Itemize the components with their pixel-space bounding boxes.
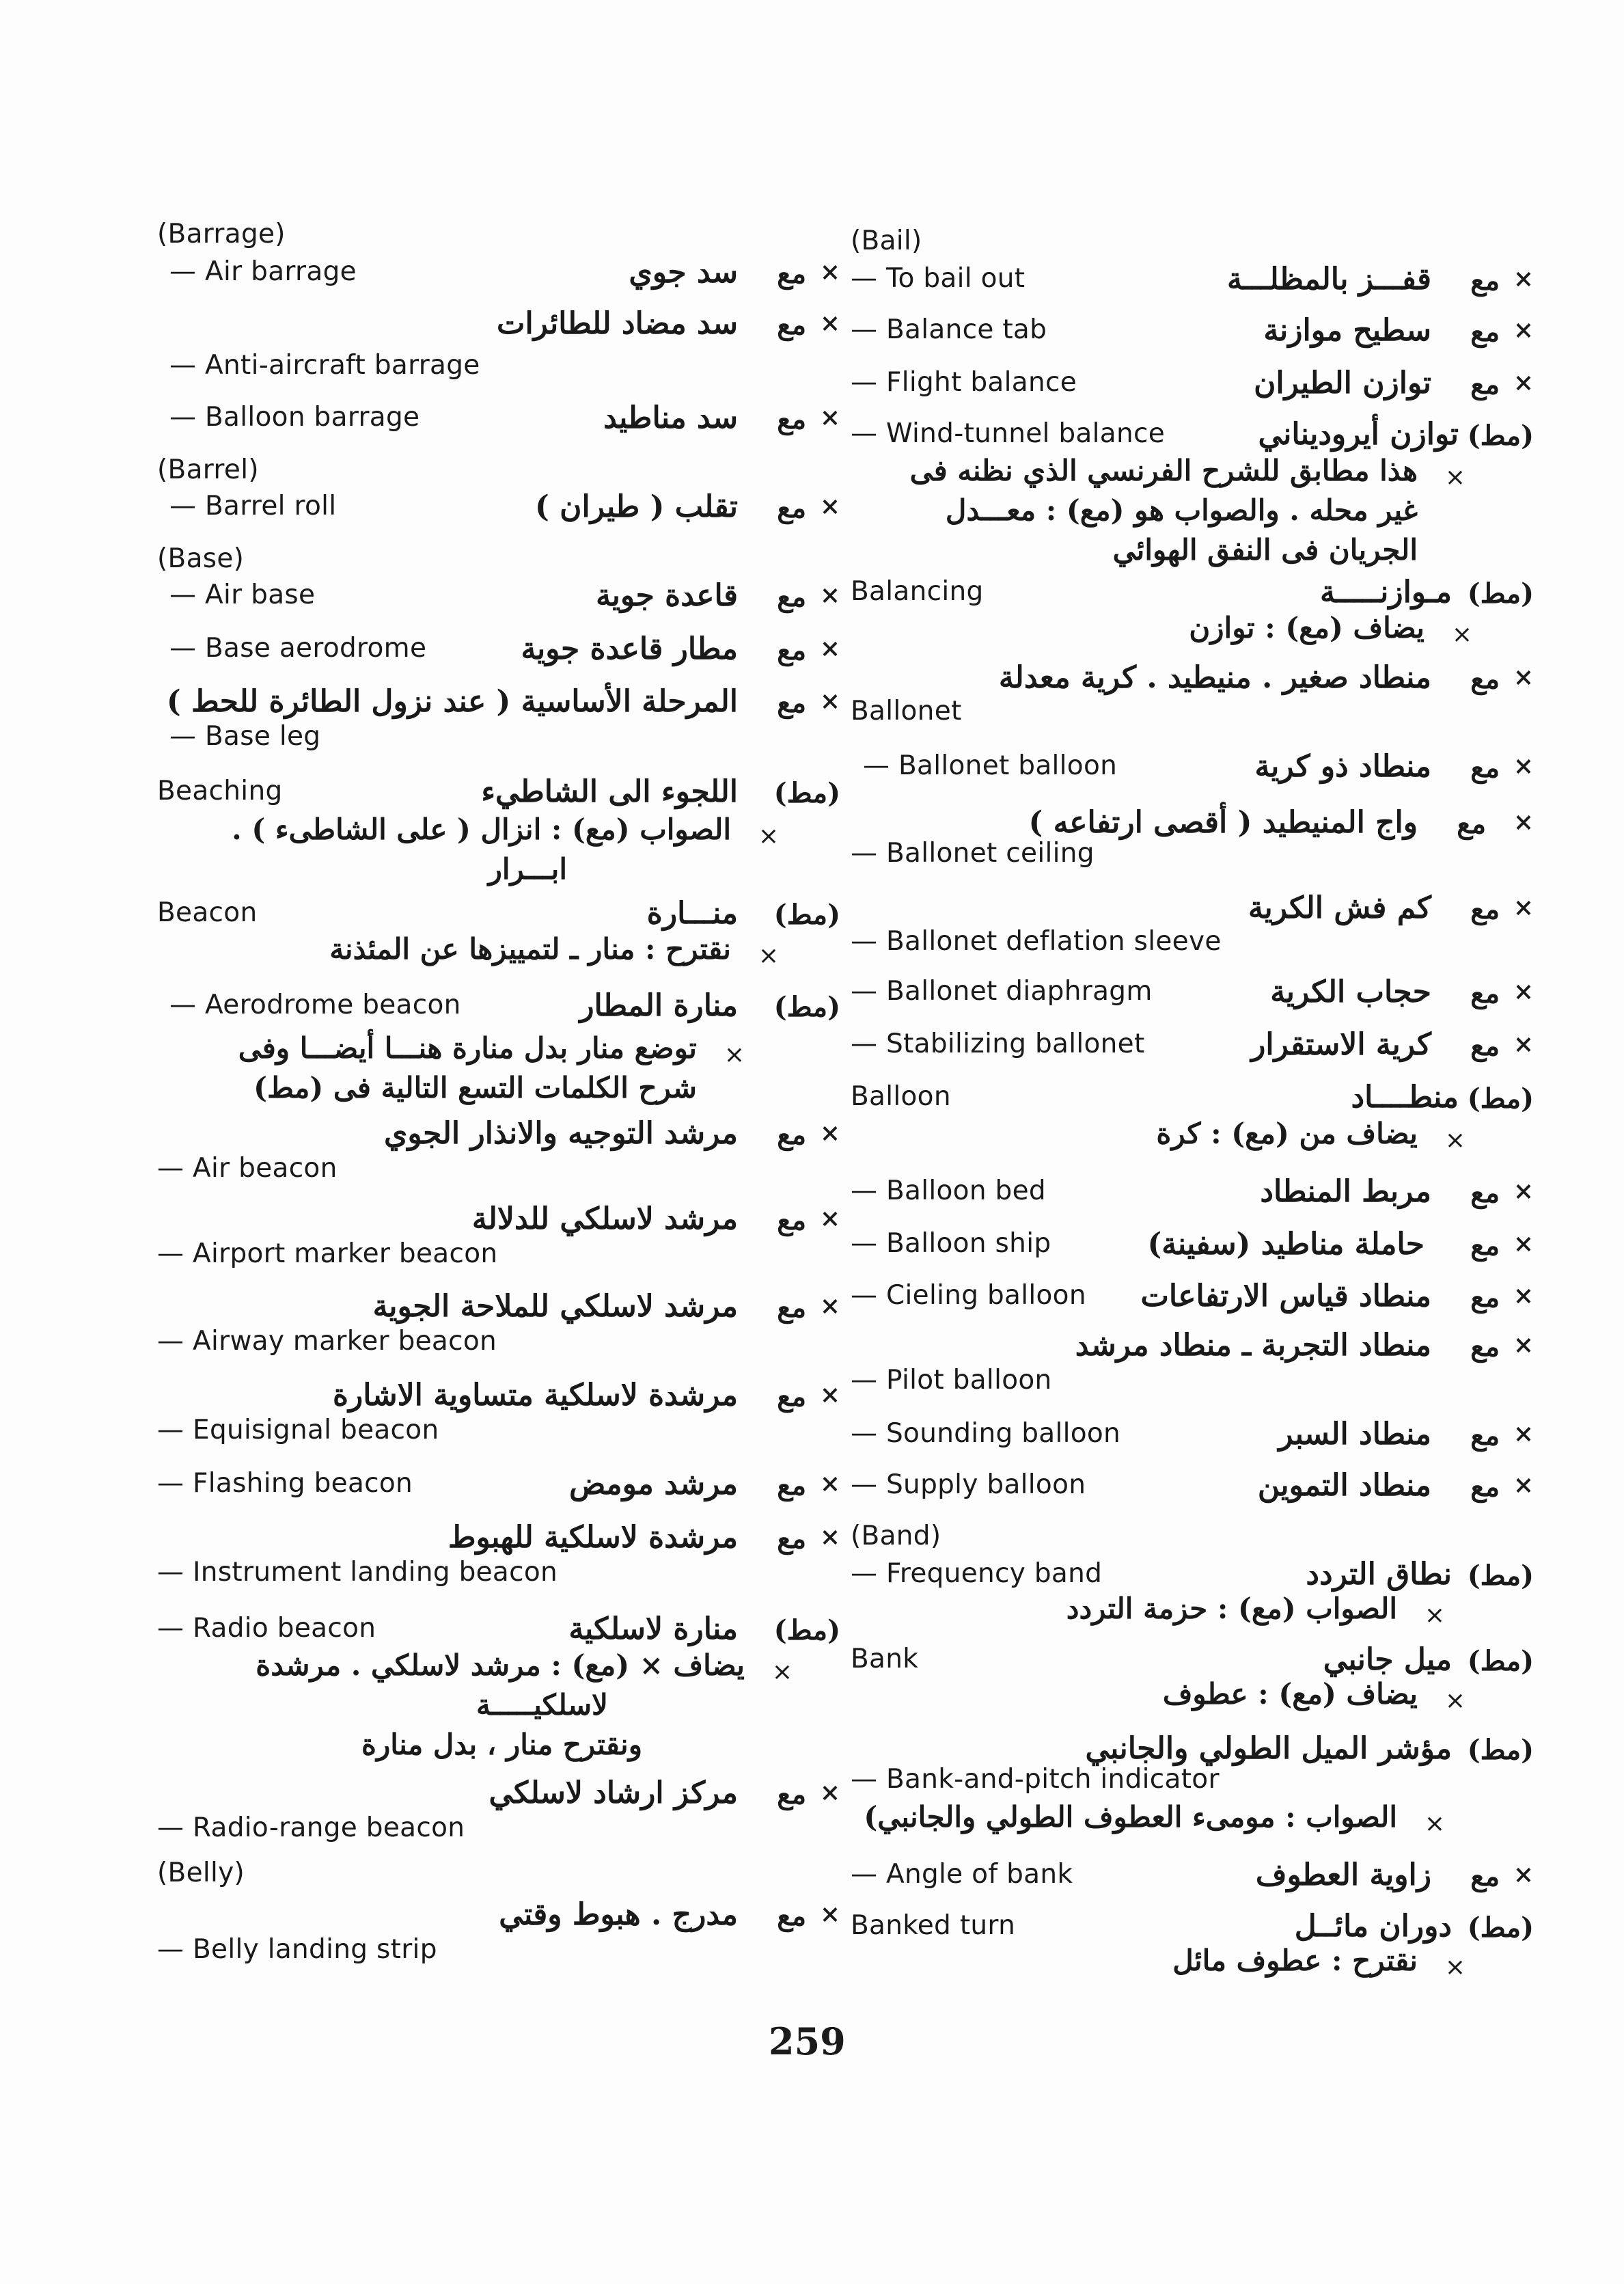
entry-flashing-beacon: — Flashing beacon مرشد مومض × مع bbox=[157, 1467, 840, 1501]
translation: المرحلة الأساسية ( عند نزول الطائرة للحط ) bbox=[166, 684, 738, 719]
entry-airport-marker-beacon: مرشد لاسلكي للدلالة × مع — Airport marker beacon bbox=[157, 1201, 840, 1269]
entry-ballonet-deflation-sleeve: كم فش الكرية × مع — Ballonet deflation sleeve bbox=[851, 891, 1534, 957]
right-column bbox=[851, 0, 1534, 2284]
translation: مرشد التوجيه والانذار الجوي bbox=[383, 1116, 738, 1151]
term: — Pilot balloon bbox=[851, 1365, 1052, 1396]
translation: مؤشر الميل الطولي والجانبي bbox=[1085, 1731, 1452, 1766]
term: — Balloon ship bbox=[851, 1228, 1051, 1259]
entry-air-barrage: — Air barrage سد جوي × مع bbox=[169, 255, 840, 290]
entry-instrument-landing-beacon: مرشدة لاسلكية للهبوط × مع — Instrument landing beacon bbox=[157, 1520, 840, 1588]
entry-anti-aircraft-barrage: سد مضاد للطائرات × مع — Anti-aircraft barrage bbox=[169, 306, 840, 381]
entry-supply-balloon: — Supply balloon منطاد التموين × مع bbox=[851, 1468, 1534, 1503]
translation: حاملة مناطيد (سفينة) bbox=[1147, 1227, 1425, 1262]
note-bank: × يضاف (مع) : عطوف bbox=[1162, 1677, 1465, 1715]
entry-balloon: Balloon منطــــاد (مط) bbox=[851, 1080, 1534, 1115]
entry-sounding-balloon: — Sounding balloon منطاد السبر × مع bbox=[851, 1417, 1534, 1452]
translation: مرشدة لاسلكية متساوية الاشارة bbox=[333, 1378, 738, 1413]
entry-frequency-band: — Frequency band نطاق التردد (مط) bbox=[851, 1557, 1534, 1592]
headword: (Base) bbox=[157, 543, 245, 574]
entry-balance-tab: — Balance tab سطيح موازنة × مع bbox=[851, 313, 1534, 348]
entry-radio-beacon: — Radio beacon منارة لاسلكية (مط) bbox=[157, 1612, 840, 1646]
term: — Sounding balloon bbox=[851, 1418, 1121, 1449]
translation: سد مناطيد bbox=[603, 400, 738, 435]
term: — To bail out bbox=[851, 263, 1026, 294]
term: — Angle of bank bbox=[851, 1859, 1073, 1890]
translation: منطاد التموين bbox=[1257, 1468, 1431, 1503]
term: — Barrel roll bbox=[169, 491, 337, 521]
headword: Bank bbox=[851, 1644, 919, 1674]
note-beacon: × نقترح : منار ـ لتمييزها عن المئذنة bbox=[329, 932, 779, 970]
note-radio-beacon: × يضاف × (مع) : مرشد لاسلكي . مرشدة لاسلكيـــــة ونقترح منار ، بدل منارة bbox=[256, 1648, 793, 1761]
entry-air-beacon: مرشد التوجيه والانذار الجوي × مع — Air beacon bbox=[157, 1116, 840, 1184]
term: — Air beacon bbox=[157, 1153, 338, 1184]
headword: (Band) bbox=[851, 1521, 941, 1551]
entry-belly-landing-strip: مدرج . هبوط وقتي × مع — Belly landing strip bbox=[157, 1897, 840, 1965]
term: — Stabilizing ballonet bbox=[851, 1029, 1145, 1059]
translation: كم فش الكرية bbox=[1248, 891, 1431, 925]
term: — Base aerodrome bbox=[169, 633, 427, 664]
entry-pilot-balloon: منطاد التجربة ـ منطاد مرشد × مع — Pilot balloon bbox=[851, 1328, 1534, 1396]
term: — Balance tab bbox=[851, 314, 1047, 345]
note-wind-tunnel: × هذا مطابق للشرح الفرنسي الذي نظنه فى غير محله . والصواب هو (مع) : معـــدل الجريان فى النفق الهوائي bbox=[909, 454, 1465, 567]
entry-bank-and-pitch-indicator: مؤشر الميل الطولي والجانبي (مط) — Bank-and-pitch indicator bbox=[851, 1731, 1534, 1795]
translation: توازن الطيران bbox=[1254, 366, 1431, 400]
translation: مطار قاعدة جوية bbox=[521, 631, 738, 666]
translation: مركز ارشاد لاسلكي bbox=[488, 1776, 738, 1810]
term: — Frequency band bbox=[851, 1558, 1103, 1589]
entry-radio-range-beacon: مركز ارشاد لاسلكي × مع — Radio-range beacon bbox=[157, 1776, 840, 1843]
translation: كرية الاستقرار bbox=[1251, 1027, 1431, 1062]
entry-balloon-ship: — Balloon ship حاملة مناطيد (سفينة) × مع bbox=[851, 1227, 1534, 1262]
translation: منطاد ذو كرية bbox=[1254, 749, 1431, 784]
translation: مـوازنـــــة bbox=[1320, 575, 1452, 610]
translation: مدرج . هبوط وقتي bbox=[499, 1897, 738, 1932]
term: — Equisignal beacon bbox=[157, 1415, 439, 1445]
translation: سطيح موازنة bbox=[1263, 313, 1431, 348]
translation: مرشد مومض bbox=[569, 1467, 738, 1501]
entry-wind-tunnel-balance: — Wind-tunnel balance توازن أيروديناني (مط) bbox=[851, 417, 1534, 452]
translation: زاوية العطوف bbox=[1255, 1858, 1431, 1892]
headword: Balloon bbox=[851, 1081, 951, 1112]
headword: Beaching bbox=[157, 776, 283, 806]
term: — Anti-aircraft barrage bbox=[169, 350, 480, 381]
headword: Banked turn bbox=[851, 1910, 1016, 1941]
translation: منطاد السبر bbox=[1278, 1417, 1431, 1452]
translation: منطاد قياس الارتفاعات bbox=[1140, 1279, 1431, 1314]
note-frequency-band: × الصواب (مع) : حزمة التردد bbox=[1066, 1592, 1445, 1629]
note-aerodrome-beacon: × توضع منار بدل منارة هنـــا أيضـــا وفى شرح الكلمات التسع التالية فى (مط) bbox=[238, 1031, 745, 1104]
entry-barrel-roll: — Barrel roll تقلب ( طيران ) × مع bbox=[169, 489, 840, 524]
entry-equisignal-beacon: مرشدة لاسلكية متساوية الاشارة × مع — Equisignal beacon bbox=[157, 1378, 840, 1445]
term: — Ballonet balloon bbox=[863, 750, 1118, 781]
term: — Airport marker beacon bbox=[157, 1238, 498, 1269]
translation: تقلب ( طيران ) bbox=[535, 489, 738, 524]
headword: (Barrel) bbox=[157, 454, 259, 485]
term: — Aerodrome beacon bbox=[169, 990, 461, 1020]
headword: (Belly) bbox=[157, 1858, 245, 1888]
translation: قفـــز بالمظلـــة bbox=[1227, 262, 1431, 297]
note-beaching: × الصواب (مع) : انزال ( على الشاطىء ) . ابـــرار bbox=[232, 813, 779, 886]
term: — Balloon bed bbox=[851, 1175, 1046, 1206]
term: — Flight balance bbox=[851, 367, 1077, 398]
entry-ballonet-balloon: — Ballonet balloon منطاد ذو كرية × مع bbox=[863, 749, 1534, 784]
headword: Balancing bbox=[851, 576, 984, 607]
term: — Instrument landing beacon bbox=[157, 1557, 558, 1588]
entry-flight-balance: — Flight balance توازن الطيران × مع bbox=[851, 366, 1534, 400]
term: — Radio beacon bbox=[157, 1613, 376, 1644]
left-column bbox=[157, 0, 840, 2284]
entry-cieling-balloon: — Cieling balloon منطاد قياس الارتفاعات × مع bbox=[851, 1279, 1534, 1314]
term: — Ballonet diaphragm bbox=[851, 976, 1153, 1007]
entry-airway-marker-beacon: مرشد لاسلكي للملاحة الجوية × مع — Airway marker beacon bbox=[157, 1289, 840, 1357]
translation: منطــــاد bbox=[1351, 1080, 1459, 1115]
translation: اللجوء الى الشاطيء bbox=[481, 774, 738, 809]
entry-base-leg: المرحلة الأساسية ( عند نزول الطائرة للحط ) × مع — Base leg bbox=[166, 684, 840, 752]
entry-balloon-barrage: — Balloon barrage سد مناطيد × مع bbox=[169, 400, 840, 435]
entry-bank: Bank ميل جانبي (مط) bbox=[851, 1642, 1534, 1677]
term: — Ballonet ceiling bbox=[851, 838, 1095, 869]
entry-beaching: Beaching اللجوء الى الشاطيء (مط) bbox=[157, 774, 840, 809]
note-balloon: × يضاف من (مع) : كرة bbox=[1156, 1117, 1465, 1154]
translation: مرشد لاسلكي للملاحة الجوية bbox=[372, 1289, 738, 1324]
term: — Air base bbox=[169, 580, 316, 610]
translation: توازن أيروديناني bbox=[1258, 417, 1459, 452]
term: — Balloon barrage bbox=[169, 402, 420, 433]
translation: منـــارة bbox=[646, 896, 738, 931]
translation: ميل جانبي bbox=[1323, 1642, 1452, 1677]
term: — Wind-tunnel balance bbox=[851, 418, 1165, 449]
entry-banked-turn: Banked turn دوران مائــل (مط) bbox=[851, 1909, 1534, 1944]
note-bank-and-pitch: × الصواب : مومىء العطوف الطولي والجانبي) bbox=[864, 1800, 1445, 1838]
entry-stabilizing-ballonet: — Stabilizing ballonet كرية الاستقرار × مع bbox=[851, 1027, 1534, 1062]
translation: مرشدة لاسلكية للهبوط bbox=[448, 1520, 738, 1555]
term: — Airway marker beacon bbox=[157, 1326, 497, 1357]
translation: مربط المنطاد bbox=[1260, 1174, 1431, 1209]
translation: واج المنيطيد ( أقصى ارتفاعه ) bbox=[1028, 805, 1418, 840]
entry-balloon-bed: — Balloon bed مربط المنطاد × مع bbox=[851, 1174, 1534, 1209]
entry-ballonet-diaphragm: — Ballonet diaphragm حجاب الكرية × مع bbox=[851, 975, 1534, 1009]
headword: Ballonet bbox=[851, 696, 962, 726]
term: — Bank-and-pitch indicator bbox=[851, 1764, 1220, 1795]
note-banked-turn: × نقترح : عطوف مائل bbox=[1172, 1944, 1465, 1981]
translation: منارة المطار bbox=[579, 988, 738, 1023]
translation: سد جوي bbox=[629, 255, 738, 290]
entry-balancing: Balancing مـوازنـــــة (مط) bbox=[851, 575, 1534, 610]
translation: حجاب الكرية bbox=[1270, 975, 1431, 1009]
translation: نطاق التردد bbox=[1306, 1557, 1452, 1592]
translation: منطاد صغير . منيطيد . كرية معدلة bbox=[998, 660, 1431, 695]
translation: قاعدة جوية bbox=[596, 578, 738, 613]
entry-bail-out: — To bail out قفـــز بالمظلـــة × مع bbox=[851, 262, 1534, 297]
entry-beacon: Beacon منـــارة (مط) bbox=[157, 896, 840, 931]
term: — Base leg bbox=[169, 721, 321, 752]
translation: منطاد التجربة ـ منطاد مرشد bbox=[1075, 1328, 1431, 1363]
term: — Supply balloon bbox=[851, 1469, 1086, 1500]
term: — Flashing beacon bbox=[157, 1468, 413, 1499]
entry-ballonet: منطاد صغير . منيطيد . كرية معدلة × مع Ballonet bbox=[851, 660, 1534, 726]
term: — Belly landing strip bbox=[157, 1934, 437, 1965]
headword: Beacon bbox=[157, 897, 258, 928]
translation: منارة لاسلكية bbox=[568, 1612, 738, 1646]
translation: مرشد لاسلكي للدلالة bbox=[471, 1201, 738, 1236]
term: — Air barrage bbox=[169, 256, 357, 287]
entry-aerodrome-beacon: — Aerodrome beacon منارة المطار (مط) bbox=[169, 988, 840, 1023]
entry-base-aerodrome: — Base aerodrome مطار قاعدة جوية × مع bbox=[169, 631, 840, 666]
note-balancing: × يضاف (مع) : توازن bbox=[1189, 611, 1472, 649]
term: — Ballonet deflation sleeve bbox=[851, 926, 1222, 957]
page-number: 259 bbox=[769, 2020, 846, 2063]
term: — Radio-range beacon bbox=[157, 1812, 465, 1843]
translation: دوران مائــل bbox=[1294, 1909, 1452, 1944]
headword: (Bail) bbox=[851, 226, 922, 256]
translation: سد مضاد للطائرات bbox=[497, 306, 738, 341]
entry-ballonet-ceiling: واج المنيطيد ( أقصى ارتفاعه ) × مع — Ballonet ceiling bbox=[851, 805, 1534, 869]
headword: (Barrage) bbox=[157, 219, 286, 249]
entry-angle-of-bank: — Angle of bank زاوية العطوف × مع bbox=[851, 1858, 1534, 1892]
entry-air-base: — Air base قاعدة جوية × مع bbox=[169, 578, 840, 613]
term: — Cieling balloon bbox=[851, 1280, 1086, 1311]
